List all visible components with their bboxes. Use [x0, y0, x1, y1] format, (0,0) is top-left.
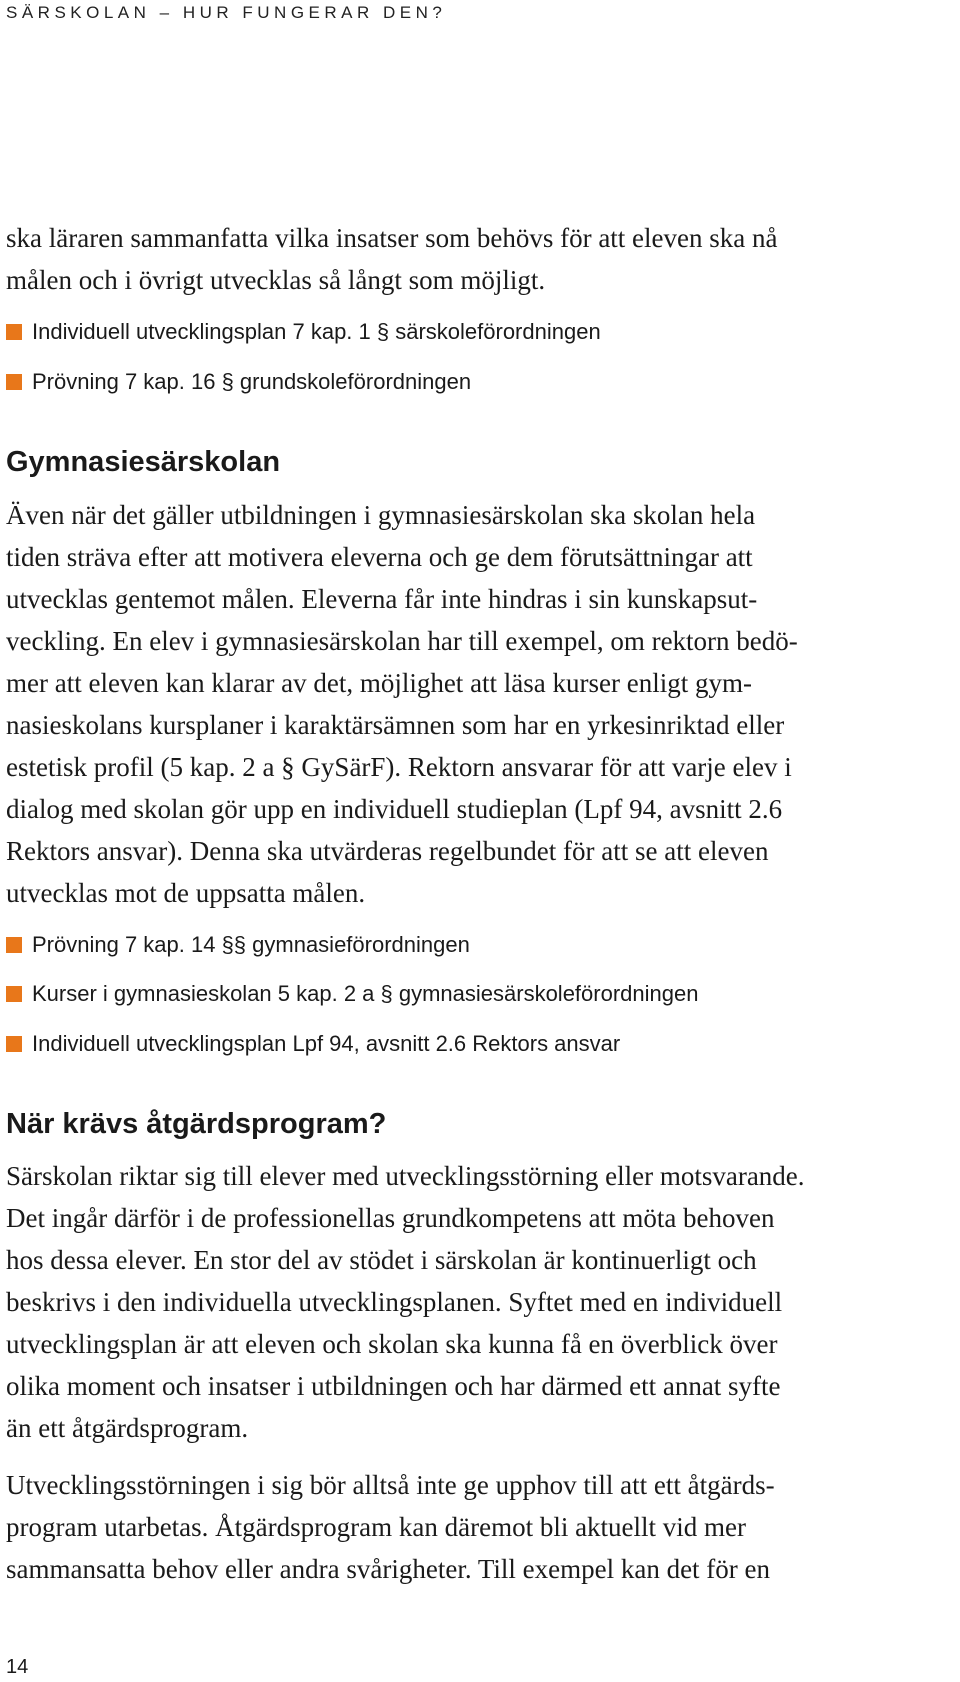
orange-square-bullet-icon: [6, 1036, 22, 1052]
reference-item: [6, 1033, 620, 1055]
body-line: Det ingår därför i de professionellas grundkompetens att möta behoven: [6, 1203, 775, 1233]
body-line: än ett åtgärdsprogram.: [6, 1413, 249, 1443]
body-line: nasieskolans kursplaner i karaktärsämnen som har en yrkesinriktad eller: [6, 710, 785, 740]
body-line: ska läraren sammanfatta vilka insatser som behövs för att eleven ska nå: [6, 223, 778, 253]
body-line: Särskolan riktar sig till elever med utvecklingsstörning eller motsvarande.: [6, 1161, 805, 1191]
orange-square-bullet-icon: [6, 324, 22, 340]
reference-text: Kurser i gymnasieskolan 5 kap. 2 a § gymnasiesärskoleförordningen: [32, 981, 699, 1006]
body-line: utvecklas gentemot målen. Eleverna får inte hindras i sin kunskapsut-: [6, 584, 758, 614]
reference-text: Prövning 7 kap. 16 § grundskoleförordningen: [32, 369, 472, 394]
orange-square-bullet-icon: [6, 374, 22, 390]
body-line: veckling. En elev i gymnasiesärskolan har till exempel, om rektorn bedö-: [6, 626, 798, 656]
page-number: 14: [6, 1656, 29, 1678]
body-line: mer att eleven kan klarar av det, möjlighet att läsa kurser enligt gym-: [6, 668, 752, 698]
reference-text: Individuell utvecklingsplan 7 kap. 1 § särskoleförordningen: [32, 319, 601, 344]
body-line: estetisk profil (5 kap. 2 a § GySärF). Rektorn ansvarar för att varje elev i: [6, 752, 792, 782]
orange-square-bullet-icon: [6, 986, 22, 1002]
body-line: utvecklingsplan är att eleven och skolan ska kunna få en överblick över: [6, 1329, 778, 1359]
body-line: målen och i övrigt utvecklas så långt som möjligt.: [6, 265, 546, 295]
reference-item: [6, 371, 471, 393]
section-heading: När krävs åtgärdsprogram?: [6, 1108, 387, 1140]
section-heading: Gymnasiesärskolan: [6, 446, 281, 478]
body-line: Rektors ansvar). Denna ska utvärderas regelbundet för att se att eleven: [6, 836, 769, 866]
reference-item: [6, 983, 698, 1005]
reference-text: Prövning 7 kap. 14 §§ gymnasieförordningen: [32, 932, 470, 957]
body-line: hos dessa elever. En stor del av stödet i särskolan är kontinuerligt och: [6, 1245, 757, 1275]
body-line: dialog med skolan gör upp en individuell studieplan (Lpf 94, avsnitt 2.6: [6, 794, 783, 824]
body-line: program utarbetas. Åtgärdsprogram kan däremot bli aktuellt vid mer: [6, 1512, 747, 1542]
reference-text: Individuell utvecklingsplan Lpf 94, avsnitt 2.6 Rektors ansvar: [32, 1031, 621, 1056]
body-line: Utvecklingsstörningen i sig bör alltså inte ge upphov till att ett åtgärds-: [6, 1470, 775, 1500]
body-line: utvecklas mot de uppsatta målen.: [6, 878, 366, 908]
body-line: olika moment och insatser i utbildningen och har därmed ett annat syfte: [6, 1371, 781, 1401]
body-line: Även när det gäller utbildningen i gymnasiesärskolan ska skolan hela: [6, 500, 756, 530]
body-line: sammansatta behov eller andra svårigheter. Till exempel kan det för en: [6, 1554, 771, 1584]
reference-item: [6, 934, 470, 956]
reference-item: [6, 321, 601, 343]
body-line: tiden sträva efter att motivera eleverna och ge dem förutsättningar att: [6, 542, 753, 572]
orange-square-bullet-icon: [6, 937, 22, 953]
body-line: beskrivs i den individuella utvecklingsplanen. Syftet med en individuell: [6, 1287, 783, 1317]
running-head: SÄRSKOLAN – HUR FUNGERAR DEN?: [6, 3, 447, 22]
